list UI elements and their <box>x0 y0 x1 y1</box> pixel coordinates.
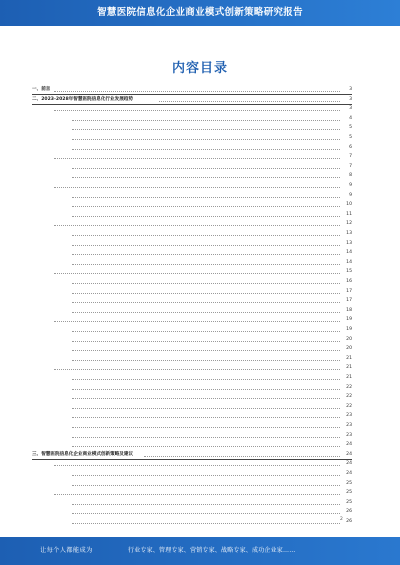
toc-entry[interactable] <box>32 210 352 220</box>
toc-leader-dots <box>72 523 340 524</box>
toc-entry-page: 16 <box>346 279 352 284</box>
toc-leader-dots <box>54 369 340 370</box>
toc-entry[interactable] <box>32 392 352 402</box>
toc-entry[interactable] <box>32 306 352 316</box>
toc-entry[interactable] <box>32 507 352 517</box>
toc-entry-page: 20 <box>346 346 352 352</box>
toc-entry-page: 5 <box>349 135 352 140</box>
toc-entry-page: 22 <box>346 384 352 390</box>
toc-leader-dots <box>72 417 340 418</box>
toc-entry-page: 15 <box>346 269 352 275</box>
toc-entry[interactable] <box>32 248 352 258</box>
toc-leader-dots <box>72 504 340 505</box>
footer-bar <box>0 537 400 565</box>
toc-entry[interactable] <box>32 488 352 498</box>
toc-leader-dots <box>72 302 340 303</box>
toc-entry-page: 11 <box>346 211 352 217</box>
toc-entry-page: 3 <box>349 96 352 102</box>
toc-entry-page: 14 <box>346 250 352 256</box>
toc-leader-dots <box>72 149 340 150</box>
toc-entry-page: 26 <box>346 509 352 515</box>
toc-entry[interactable] <box>32 344 352 354</box>
toc-leader-dots <box>72 120 340 121</box>
toc-leader-dots <box>72 341 340 342</box>
toc-leader-dots <box>54 273 340 274</box>
toc-entry-page: 6 <box>349 144 352 150</box>
toc-entry-page: 4 <box>349 115 352 121</box>
toc-entry[interactable] <box>32 258 352 268</box>
toc-leader-dots <box>72 360 340 361</box>
toc-entry[interactable] <box>32 411 352 421</box>
toc-entry-page: 3 <box>349 106 352 112</box>
toc-leader-dots <box>72 312 340 313</box>
toc-entry[interactable] <box>32 440 352 450</box>
toc-entry-page: 24 <box>346 451 352 457</box>
toc-entry[interactable] <box>32 325 352 335</box>
toc-entry-page: 13 <box>346 231 352 236</box>
toc-leader-dots <box>72 408 340 409</box>
toc-entry[interactable] <box>32 479 352 489</box>
toc-leader-dots <box>72 264 340 265</box>
toc-leader-dots <box>54 187 340 188</box>
toc-entry-page: 22 <box>346 403 352 409</box>
toc-heading: 内容目录 <box>171 61 228 76</box>
page-number: 2 <box>340 517 343 522</box>
toc-leader-dots <box>72 177 340 178</box>
toc-leader-dots <box>54 465 340 466</box>
toc-leader-dots <box>72 197 340 198</box>
toc-leader-dots <box>54 158 340 159</box>
toc-entry[interactable] <box>32 354 352 364</box>
toc-leader-dots <box>54 110 340 111</box>
footer-slogan-right: 行业专家、管理专家、营销专家、战略专家、成功企业家…… <box>128 547 296 554</box>
toc-entry[interactable] <box>32 315 352 325</box>
toc-entry[interactable] <box>32 133 352 143</box>
toc-leader-dots <box>72 283 340 284</box>
toc-leader-dots <box>72 168 340 169</box>
toc-leader-dots <box>72 379 340 380</box>
toc-entry[interactable] <box>32 517 352 527</box>
toc-leader-dots <box>72 475 340 476</box>
toc-entry-page: 25 <box>346 490 352 496</box>
toc-entry-page: 17 <box>346 298 352 304</box>
toc-entry[interactable] <box>32 191 352 201</box>
toc-entry[interactable] <box>32 287 352 297</box>
toc-leader-dots <box>72 206 340 207</box>
toc-entry-page: 24 <box>346 461 352 467</box>
toc-entry[interactable] <box>32 267 352 277</box>
toc-leader-dots <box>72 513 340 514</box>
toc-entry[interactable] <box>32 373 352 383</box>
toc-leader-dots <box>159 101 340 102</box>
toc-entry-page: 8 <box>349 173 352 179</box>
footer-slogan-left: 让每个人都能成为 <box>40 547 93 554</box>
toc-entry-page: 21 <box>346 365 352 371</box>
toc-entry-page: 7 <box>349 154 352 160</box>
toc-entry-page: 23 <box>346 423 352 428</box>
toc-entry-page: 25 <box>346 480 352 486</box>
toc-leader-dots <box>72 446 340 447</box>
toc-leader-dots <box>72 139 340 140</box>
toc-entry-page: 19 <box>346 317 352 323</box>
toc-entry-page: 12 <box>346 221 352 227</box>
toc-entry[interactable] <box>32 200 352 210</box>
toc-entry-page: 3 <box>349 87 352 92</box>
toc-entry[interactable] <box>32 219 352 229</box>
toc-entry-page: 9 <box>349 183 352 188</box>
toc-entry-page: 9 <box>349 192 352 198</box>
toc-entry[interactable] <box>32 229 352 239</box>
toc-leader-dots <box>72 485 340 486</box>
toc-leader-dots <box>144 456 340 457</box>
toc-leader-dots <box>72 350 340 351</box>
toc-entry-page: 21 <box>346 375 352 380</box>
toc-leader-dots <box>72 235 340 236</box>
toc-entry[interactable] <box>32 421 352 431</box>
toc-entry[interactable] <box>32 181 352 191</box>
toc-entry[interactable] <box>32 152 352 162</box>
toc-entry-page: 5 <box>349 125 352 131</box>
toc-leader-dots <box>54 494 340 495</box>
report-title: 智慧医院信息化企业商业模式创新策略研究报告 <box>97 7 303 18</box>
toc-entry-page: 23 <box>346 413 352 419</box>
toc-leader-dots <box>72 254 340 255</box>
toc-leader-dots <box>54 91 340 92</box>
toc-leader-dots <box>54 225 340 226</box>
toc-entry-page: 24 <box>346 442 352 448</box>
toc-entry[interactable] <box>32 383 352 393</box>
toc-entry[interactable] <box>32 431 352 441</box>
toc-entry-label: 二、2023-2028年智慧医院信息化行业发展趋势 <box>32 96 133 102</box>
toc-leader-dots <box>72 427 340 428</box>
toc-entry[interactable] <box>32 363 352 373</box>
toc-entry[interactable] <box>32 104 352 114</box>
toc-leader-dots <box>72 398 340 399</box>
toc-entry-page: 25 <box>346 499 352 505</box>
toc-leader-dots <box>72 437 340 438</box>
toc-entry-page: 10 <box>346 202 352 208</box>
toc-leader-dots <box>72 245 340 246</box>
toc-leader-dots <box>72 293 340 294</box>
toc-entry[interactable] <box>32 143 352 153</box>
toc-entry[interactable] <box>32 114 352 124</box>
toc-entry[interactable] <box>32 277 352 287</box>
toc-entry-page: 13 <box>346 240 352 246</box>
toc-leader-dots <box>72 216 340 217</box>
toc-leader-dots <box>72 389 340 390</box>
toc-entry[interactable] <box>32 402 352 412</box>
toc-entry[interactable] <box>32 459 352 469</box>
toc-entry-page: 23 <box>346 432 352 438</box>
toc-entry[interactable] <box>32 239 352 249</box>
toc-leader-dots <box>72 331 340 332</box>
toc-entry[interactable] <box>32 162 352 172</box>
table-of-contents <box>32 85 352 533</box>
toc-entry-page: 24 <box>346 471 352 476</box>
toc-entry[interactable] <box>32 335 352 345</box>
toc-entry-label: 三、智慧医院信息化企业商业模式创新策略及建议 <box>32 451 134 457</box>
toc-leader-dots <box>54 321 340 322</box>
toc-entry-page: 18 <box>346 307 352 313</box>
toc-entry[interactable] <box>32 296 352 306</box>
toc-entry-page: 17 <box>346 288 352 294</box>
toc-entry-label: 一、前言 <box>32 87 51 92</box>
toc-entry[interactable] <box>32 469 352 479</box>
toc-entry-page: 20 <box>346 336 352 342</box>
toc-entry-page: 7 <box>349 163 352 169</box>
toc-entry-page: 14 <box>346 259 352 265</box>
toc-entry[interactable] <box>32 498 352 508</box>
toc-entry-page: 22 <box>346 394 352 400</box>
toc-entry[interactable] <box>32 123 352 133</box>
toc-entry-page: 21 <box>346 355 352 361</box>
toc-leader-dots <box>72 129 340 130</box>
toc-entry-page: 19 <box>346 327 352 332</box>
toc-entry[interactable] <box>32 171 352 181</box>
toc-entry-page: 26 <box>346 519 352 524</box>
